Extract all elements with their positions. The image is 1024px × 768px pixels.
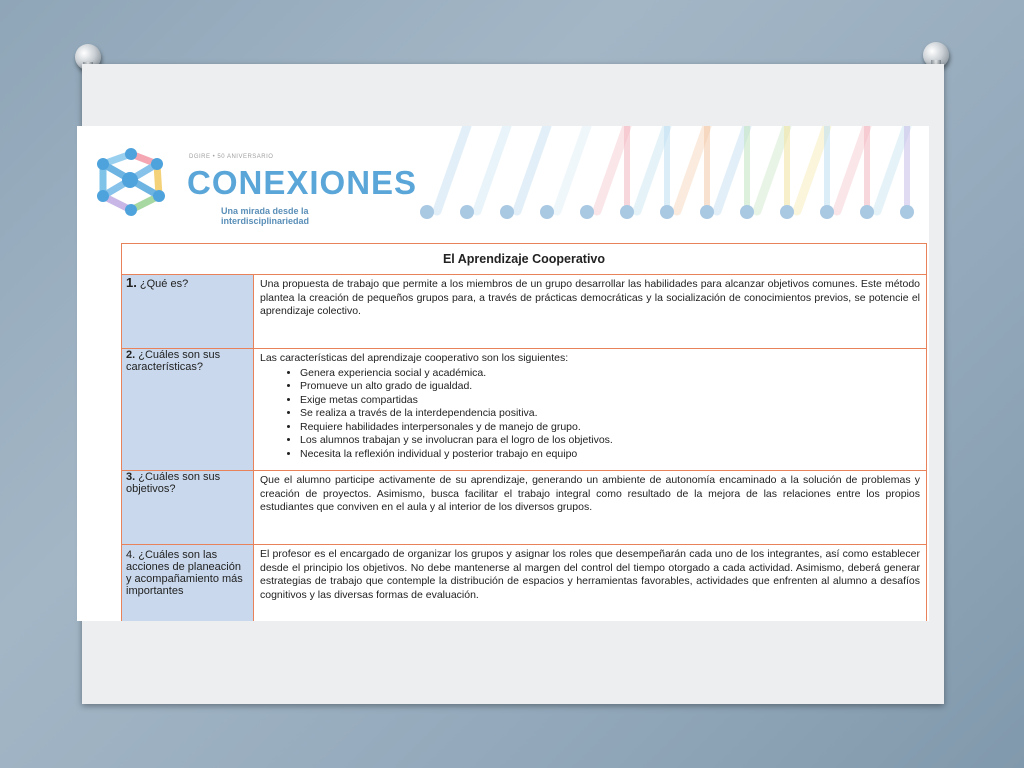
question-number: 4. (126, 549, 136, 561)
question-cell (122, 275, 254, 349)
document-sheet (77, 126, 929, 621)
logo-subtitle: Una mirada desde la interdisciplinariedad (221, 206, 310, 226)
question-number: 3. (126, 471, 136, 483)
question-cell (122, 545, 254, 622)
decorative-stripes (417, 126, 917, 221)
question-text: ¿Cuáles son sus características? (126, 349, 221, 373)
table-row (122, 471, 927, 545)
answer-cell: El profesor es el encargado de organizar los grupos y asignar los roles que desempeñarán cada uno de los integrantes, así como establecer desde el principio los objetivos. No debe mantenerse al margen del control del tiempo otorgado a cada actividad. Asimismo, deberá generar estrategias de trabajo que contemple la distribución de espacios y herramientas favorables, actividades que enfrenten al alumno a desafíos cognitivos y las diversas formas de evaluación. (254, 545, 927, 622)
answer-cell: Una propuesta de trabajo que permite a los miembros de un grupo desarrollar las habilidades para alcanzar objetivos comunes. Este método plantea la creación de pequeños grupos para, a través de prácticas democráticas y la socialización de conocimientos previos, se potencie el aprendizaje colectivo. (254, 275, 927, 349)
table-row (122, 349, 927, 471)
question-text: ¿Qué es? (139, 278, 189, 290)
list-item: • Exige metas compartidas (300, 394, 920, 408)
list-item: • Requiere habilidades interpersonales y de manejo de grupo. (300, 421, 920, 435)
characteristics-list (260, 367, 920, 462)
molecule-logo-icon (91, 136, 171, 226)
list-item: • Los alumnos trabajan y se involucran para el logro de los objetivos. (300, 434, 920, 448)
logo-superscript: DGIRE • 50 ANIVERSARIO (189, 154, 274, 160)
table-row (122, 545, 927, 622)
question-number: 2. (126, 349, 136, 361)
list-item: • Se realiza a través de la interdependencia positiva. (300, 407, 920, 421)
logo-title: CONEXIONES (187, 164, 418, 201)
question-text: ¿Cuáles son sus objetivos? (126, 471, 221, 495)
answer-cell: Que el alumno participe activamente de su aprendizaje, generando un ambiente de autonomía encaminado a la solución de problemas y creación de proyectos. Asimismo, busca facilitar el trabajo integral como resultado de la mejora de las relaciones entre los propios estudiantes que conviven en el aula y al interior de los diversos grupos. (254, 471, 927, 545)
question-cell (122, 349, 254, 471)
answer-cell (254, 349, 927, 471)
cooperative-learning-table (121, 243, 927, 621)
answer-intro: Las características del aprendizaje cooperativo son los siguientes: (260, 352, 569, 364)
question-cell (122, 471, 254, 545)
list-item: • Necesita la reflexión individual y posterior trabajo en equipo (300, 448, 920, 462)
question-text: ¿Cuáles son las acciones de planeación y acompañamiento más importantes (126, 549, 243, 597)
table-title: El Aprendizaje Cooperativo (122, 244, 927, 275)
conexiones-logo (91, 136, 418, 226)
list-item: • Promueve un alto grado de igualdad. (300, 380, 920, 394)
list-item: • Genera experiencia social y académica. (300, 367, 920, 381)
question-number: 1. (126, 275, 137, 290)
table-row (122, 275, 927, 349)
